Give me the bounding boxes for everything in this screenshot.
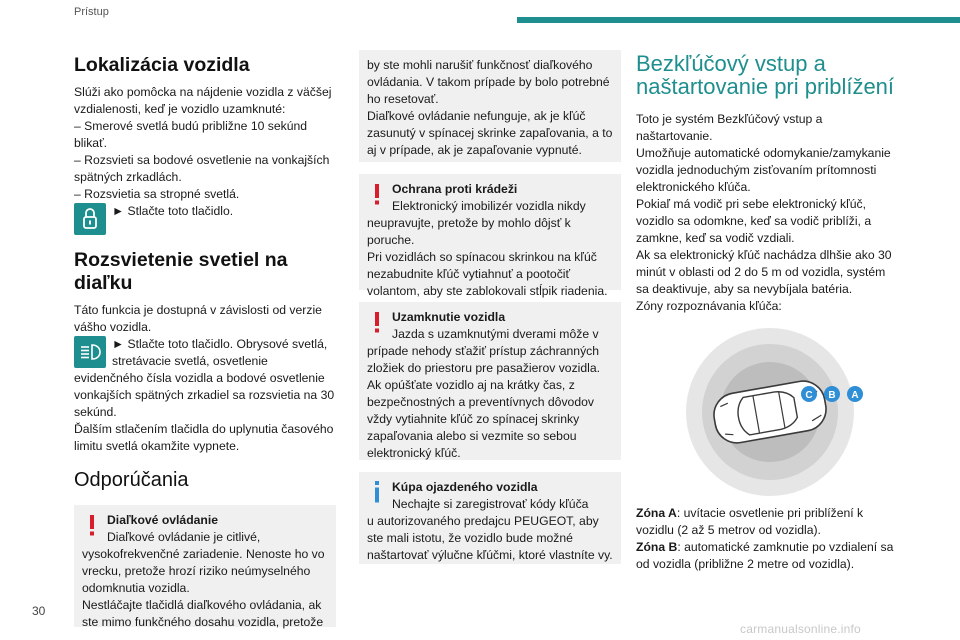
headlight-button-icon (74, 336, 106, 368)
info-icon (371, 480, 383, 504)
remote-lighting-action-row (74, 336, 336, 370)
keyless-heading: Bezkľúčový vstup a naštartovanie pri priblížení (636, 51, 895, 99)
key-detection-zones-diagram (636, 327, 898, 497)
watermark: carmanualsonline.info (740, 622, 861, 636)
anti-theft-title: Ochrana proti krádeži (392, 182, 518, 196)
locking-warning-box (359, 302, 621, 460)
remote-control-warning-box (74, 505, 336, 627)
zone-a-description (636, 505, 898, 539)
zone-a-label: A (851, 390, 859, 401)
zone-b-text: : automatické zamknutie po vzdialení sa od vozidla (približne 2 metre od vozidla). (636, 540, 894, 571)
zone-c-label: C (805, 390, 813, 401)
used-vehicle-text: u autorizovaného predajcu PEUGEOT, aby ste mali istotu, že vozidlo bude možné naštartovať výlučne kľúčmi, ktoré vlastníte vy. (367, 514, 613, 562)
remote-control-text-2: Nestláčajte tlačidlá diaľkového ovládania, ak ste mimo funkčného dosahu vozidla, pretože (82, 598, 324, 629)
keyless-p3: Pokiaľ má vodič pri sebe elektronický kľúč, vozidlo sa odomkne, keď sa vodič priblíži, a zamkne, keď sa vodič vzdiali. (636, 197, 872, 245)
zone-b-description (636, 539, 898, 573)
keyless-p5: Zóny rozpoznávania kľúča: (636, 299, 782, 313)
locking-text-2: Ak opúšťate vozidlo aj na krátky čas, z bezpečnostných a preventívnych dôvodov vždy vytiahnite kľúč zo spínacej skrinky zapaľovania alebo si vezmite so sebou elektronický kľúč. (367, 378, 594, 460)
recommendations-heading: Odporúčania (74, 469, 189, 491)
zone-a-text: : uvítacie osvetlenie pri priblížení k vozidlu (2 až 5 metrov od vozidla). (636, 506, 864, 537)
locate-vehicle-intro: Slúži ako pomôcka na nájdenie vozidla z väčšej vzdialenosti, keď je vozidlo uzamknuté: (74, 85, 332, 116)
remote-control-warning-continued (359, 50, 621, 162)
warning-icon (371, 310, 383, 334)
remote-control-title: Diaľkové ovládanie (107, 513, 219, 527)
used-vehicle-info-box (359, 472, 621, 564)
remote-lighting-action-text: ► Stlačte toto tlačidlo. Obrysové svetlá, stretávacie svetlá, osvetlenie (112, 337, 328, 368)
zone-b-label: B (828, 390, 836, 401)
keyless-p4: Ak sa elektronický kľúč nachádza dlhšie ako 30 minút v oblasti od 2 do 5 m od vozidla, systém sa deaktivuje, aby sa nevybíjala batéria. (636, 248, 892, 296)
keyless-p1: Toto je systém Bezkľúčový vstup a naštartovanie. (636, 112, 823, 143)
keyless-p2: Umožňuje automatické odomykanie/zamykanie vozidla jednoduchým zisťovaním prítomnosti elektronického kľúča. (636, 146, 891, 194)
locate-bullet-ceiling-lights: – Rozsvietia sa stropné svetlá. (74, 187, 240, 201)
remote-control-text: vysokofrekvenčné zariadenie. Nenoste ho vo vrecku, pretože hrozí riziko neúmyselného odomknutia vozidla. (82, 547, 325, 595)
locking-lead: Jazda s uzamknutými dverami môže v (392, 327, 599, 341)
locate-bullet-mirror-lights: – Rozsvieti sa bodové osvetlenie na vonkajších spätných zrkadlách. (74, 153, 330, 184)
anti-theft-text-2: Pri vozidlách so spínacou skrinkou na kľúč nezabudnite kľúč vytiahnuť a pootočiť volantom, aby ste zablokovali stĺpik riadenia. (367, 250, 608, 298)
warning-icon (371, 182, 383, 206)
remote-control-cont-2: Diaľkové ovládanie nefunguje, ak je kľúč zasunutý v spínacej skrinke zapaľovania, a to aj v prípade, ak je zapaľovanie vypnuté. (367, 109, 613, 157)
anti-theft-lead: Elektronický imobilizér vozidla nikdy (392, 199, 586, 213)
page-number: 30 (32, 604, 46, 618)
section-label: Prístup (74, 6, 109, 18)
used-vehicle-title: Kúpa ojazdeného vozidla (392, 480, 538, 494)
locate-action-text: ► Stlačte toto tlačidlo. (112, 204, 234, 218)
remote-lighting-intro: Táto funkcia je dostupná v závislosti od verzie vášho vozidla. (74, 303, 322, 334)
anti-theft-warning-box (359, 174, 621, 298)
locking-title: Uzamknutie vozidla (392, 310, 506, 324)
remote-lighting-heading: Rozsvietenie svetiel na diaľku (74, 249, 288, 294)
used-vehicle-lead: Nechajte si zaregistrovať kódy kľúča (392, 497, 589, 511)
locate-vehicle-heading: Lokalizácia vozidla (74, 54, 250, 76)
column-middle (359, 50, 621, 564)
remote-control-lead: Diaľkové ovládanie je citlivé, (107, 530, 261, 544)
lock-button-icon (74, 203, 106, 235)
remote-control-cont: by ste mohli narušiť funkčnosť diaľkového ovládania. V takom prípade by bolo potrebné ho resetovať. (367, 58, 610, 106)
header-accent-bar (517, 17, 960, 23)
anti-theft-text: neupravujte, pretože by mohlo dôjsť k poruche. (367, 216, 571, 247)
remote-lighting-details: evidenčného čísla vozidla a bodové osvetlenie vonkajších spätných zrkadiel sa rozsvietia na 30 sekúnd. (74, 371, 335, 419)
locking-text: prípade nehody sťažiť prístup záchranných zložiek do priestoru pre pasažierov vozidla. (367, 344, 601, 375)
remote-lighting-cancel: Ďalším stlačením tlačidla do uplynutia časového limitu svetlá okamžite vypnete. (74, 422, 334, 453)
column-left (74, 54, 336, 627)
warning-icon (86, 513, 98, 537)
column-right (636, 52, 898, 573)
zone-a-term: Zóna A (636, 506, 677, 520)
locate-action-row (74, 203, 336, 237)
zone-b-term: Zóna B (636, 540, 678, 554)
locate-bullet-indicators: – Smerové svetlá budú približne 10 sekúnd blikať. (74, 119, 308, 150)
